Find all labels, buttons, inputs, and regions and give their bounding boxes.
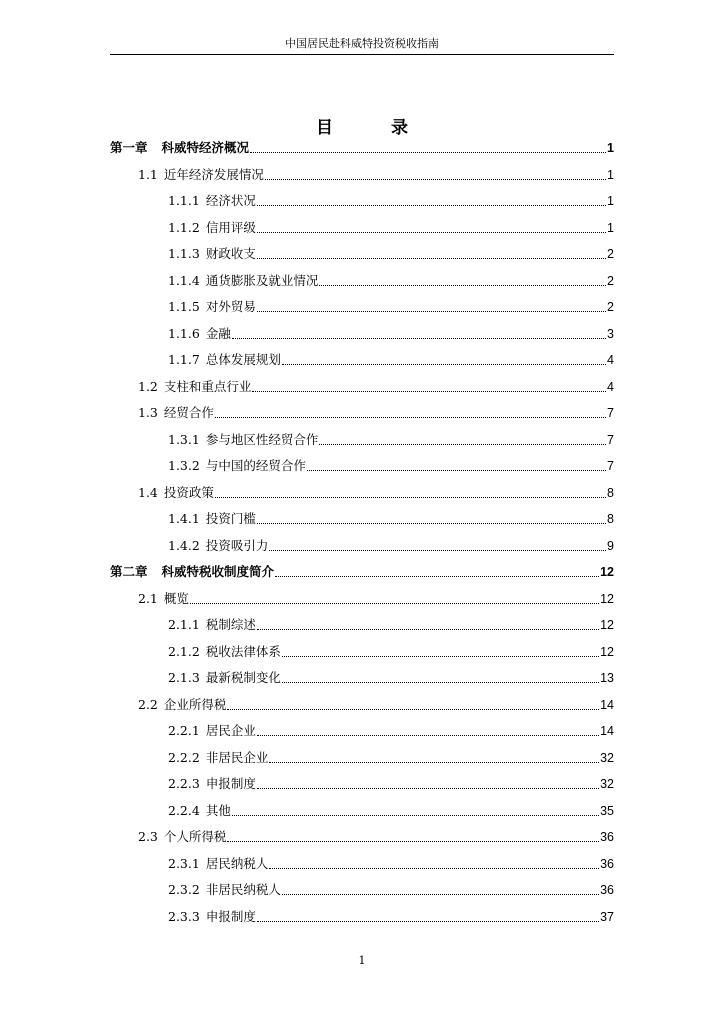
toc-entry-text: 总体发展规划 xyxy=(205,352,281,367)
toc-dot-leader xyxy=(269,538,606,554)
toc-entry-text: 最新税制变化 xyxy=(205,670,281,685)
toc-entry-number: 第一章 xyxy=(110,140,148,155)
toc-entry-text: 个人所得税 xyxy=(163,829,227,844)
toc-entry-page: 1 xyxy=(607,167,614,182)
toc-entry-page: 3 xyxy=(607,326,614,341)
toc-entry-text: 申报制度 xyxy=(205,776,256,791)
toc-entry-text: 非居民企业 xyxy=(205,749,269,765)
toc-entry-text: 投资门槛 xyxy=(205,511,256,526)
toc-dot-leader xyxy=(215,485,606,501)
toc-entry-page: 37 xyxy=(600,909,614,924)
toc-entry-number: 1.1 xyxy=(138,166,158,182)
toc-entry-page: 14 xyxy=(600,724,614,738)
toc-entry-text: 参与地区性经贸合作 xyxy=(205,431,319,447)
toc-entry-text: 投资政策 xyxy=(163,484,214,500)
toc-entry-page: 12 xyxy=(600,565,614,579)
toc-entry-number: 1.1.3 xyxy=(168,246,200,261)
toc-entry-number: 2.3.2 xyxy=(168,882,200,897)
toc-dot-leader xyxy=(282,670,599,686)
toc-dot-leader xyxy=(269,750,599,766)
toc-entry-page: 4 xyxy=(607,379,614,394)
toc-entry[interactable] xyxy=(168,666,614,686)
toc-entry[interactable] xyxy=(168,772,614,792)
toc-entry-page: 12 xyxy=(600,591,614,606)
toc-dot-leader xyxy=(252,379,606,395)
toc-entry-number: 1.1.5 xyxy=(168,299,200,314)
toc-entry-text: 概览 xyxy=(163,590,189,606)
toc-dot-leader xyxy=(232,326,606,342)
header-title: 中国居民赴科威特投资税收指南 xyxy=(285,37,439,50)
toc-entry-number: 2.2.4 xyxy=(168,802,200,818)
toc-entry-page: 1 xyxy=(607,194,614,208)
toc-entry-number: 1.4.1 xyxy=(168,511,200,526)
toc-entry-number: 2.1.2 xyxy=(168,643,200,659)
toc-entry[interactable] xyxy=(168,719,614,739)
toc-entry-page: 1 xyxy=(607,220,614,235)
toc-entry-text: 申报制度 xyxy=(205,908,256,924)
toc-dot-leader xyxy=(257,246,606,262)
toc-entry[interactable] xyxy=(168,799,614,819)
toc-dot-leader xyxy=(319,432,606,448)
toc-entry[interactable] xyxy=(168,216,614,236)
toc-entry[interactable] xyxy=(168,534,614,554)
toc-entry-text: 投资吸引力 xyxy=(205,537,269,553)
toc-entry-page: 8 xyxy=(607,512,614,526)
toc-entry-number: 2.2.2 xyxy=(168,749,200,765)
toc-entry[interactable] xyxy=(168,348,614,368)
toc-entry-number: 1.1.6 xyxy=(168,325,200,341)
page-header xyxy=(110,34,614,55)
toc-dot-leader xyxy=(282,352,606,368)
toc-dot-leader xyxy=(215,405,606,421)
toc-entry[interactable] xyxy=(168,242,614,262)
toc-entry-page: 2 xyxy=(607,300,614,314)
toc-entry-number: 1.3.2 xyxy=(168,458,200,473)
toc-dot-leader xyxy=(232,803,599,819)
toc-entry[interactable] xyxy=(168,322,614,342)
toc-entry-page: 36 xyxy=(600,883,614,897)
toc-entry-page: 36 xyxy=(600,856,614,871)
toc-entry-page: 9 xyxy=(607,538,614,553)
toc-entry-number: 1.1.1 xyxy=(168,193,200,208)
toc-entry-number: 1.4.2 xyxy=(168,537,200,553)
toc-entry-text: 科威特经济概况 xyxy=(161,140,250,155)
toc-entry-text: 居民企业 xyxy=(205,723,256,738)
toc-entry-text: 非居民纳税人 xyxy=(205,882,281,897)
toc-dot-leader xyxy=(257,776,599,792)
toc-entry-number: 1.4 xyxy=(138,484,158,500)
toc-entry[interactable] xyxy=(168,269,614,289)
toc-entry-page: 32 xyxy=(600,750,614,765)
toc-entry-text: 其他 xyxy=(205,802,231,818)
toc-entry[interactable] xyxy=(138,825,614,845)
toc-entry[interactable] xyxy=(138,481,614,501)
toc-entry-text: 经贸合作 xyxy=(163,405,214,420)
toc-dot-leader xyxy=(227,829,599,845)
toc-dot-leader xyxy=(275,564,599,580)
toc-entry[interactable] xyxy=(138,401,614,421)
toc-entry-text: 金融 xyxy=(205,325,231,341)
toc-entry[interactable] xyxy=(168,746,614,766)
toc-entry-number: 1.3.1 xyxy=(168,431,200,447)
toc-entry-number: 2.2 xyxy=(138,696,158,712)
toc-dot-leader xyxy=(269,856,599,872)
toc-entry[interactable] xyxy=(168,428,614,448)
toc-entry-page: 35 xyxy=(600,803,614,818)
toc-entry[interactable] xyxy=(138,693,614,713)
toc-dot-leader xyxy=(257,909,599,925)
toc-entry-number: 2.2.1 xyxy=(168,723,200,738)
toc-entry[interactable] xyxy=(168,878,614,898)
toc-entry[interactable] xyxy=(168,295,614,315)
toc-entry-number: 1.2 xyxy=(138,378,158,394)
toc-entry-page: 36 xyxy=(600,830,614,844)
toc-entry-page: 7 xyxy=(607,432,614,447)
toc-entry-number: 2.3.1 xyxy=(168,855,200,871)
toc-dot-leader xyxy=(257,511,606,527)
toc-entry-page: 32 xyxy=(600,777,614,791)
toc-entry[interactable] xyxy=(168,613,614,633)
toc-entry-text: 通货膨胀及就业情况 xyxy=(205,272,319,288)
toc-entry-number: 2.1.3 xyxy=(168,670,200,685)
toc-entry[interactable] xyxy=(138,375,614,395)
toc-entry-number: 第二章 xyxy=(110,564,148,579)
toc-entry-page: 2 xyxy=(607,273,614,288)
toc-entry[interactable] xyxy=(168,454,614,474)
toc-entry-number: 2.1 xyxy=(138,590,158,606)
toc-entry-page: 2 xyxy=(607,247,614,261)
toc-entry-page: 7 xyxy=(607,459,614,473)
toc-entry[interactable] xyxy=(110,136,614,156)
toc-entry-number: 2.3.3 xyxy=(168,908,200,924)
toc-entry-text: 企业所得税 xyxy=(163,696,227,712)
toc-entry-number: 2.3 xyxy=(138,829,158,844)
toc-entry-number: 1.3 xyxy=(138,405,158,420)
toc-entry-page: 4 xyxy=(607,353,614,367)
toc-entry-text: 税制综述 xyxy=(205,617,256,632)
toc-dot-leader xyxy=(282,882,599,898)
toc-dot-leader xyxy=(282,644,599,660)
toc-entry-number: 2.1.1 xyxy=(168,617,200,632)
toc-dot-leader xyxy=(257,617,599,633)
toc-dot-leader xyxy=(250,140,606,156)
toc-entry[interactable] xyxy=(138,163,614,183)
page-number: 1 xyxy=(358,954,366,967)
toc-dot-leader xyxy=(227,697,599,713)
toc-title: 目 录 xyxy=(316,118,434,138)
toc-entry-text: 近年经济发展情况 xyxy=(163,166,264,182)
toc-entry-text: 对外贸易 xyxy=(205,299,256,314)
toc-entry[interactable] xyxy=(168,905,614,925)
toc-dot-leader xyxy=(319,273,606,289)
toc-dot-leader xyxy=(307,458,606,474)
toc-entry-page: 1 xyxy=(607,141,614,155)
toc-entry[interactable] xyxy=(168,640,614,660)
toc-entry-page: 7 xyxy=(607,406,614,420)
toc-entry-text: 经济状况 xyxy=(205,193,256,208)
toc-entry-number: 2.2.3 xyxy=(168,776,200,791)
toc-entry-text: 信用评级 xyxy=(205,219,256,235)
toc-entry-number: 1.1.4 xyxy=(168,272,200,288)
toc-entry-text: 与中国的经贸合作 xyxy=(205,458,306,473)
toc-entry-text: 支柱和重点行业 xyxy=(163,378,252,394)
toc-dot-leader xyxy=(257,220,606,236)
toc-entry-page: 13 xyxy=(600,671,614,685)
toc-dot-leader xyxy=(190,591,599,607)
toc-entry[interactable] xyxy=(138,587,614,607)
toc-entry-page: 12 xyxy=(600,618,614,632)
toc-entry-text: 税收法律体系 xyxy=(205,643,281,659)
toc-dot-leader xyxy=(257,193,606,209)
toc-dot-leader xyxy=(257,299,606,315)
toc-entry[interactable] xyxy=(110,560,614,580)
toc-entry-number: 1.1.7 xyxy=(168,352,200,367)
toc-entry-page: 8 xyxy=(607,485,614,500)
toc-entry-text: 居民纳税人 xyxy=(205,855,269,871)
toc-dot-leader xyxy=(257,723,599,739)
toc-entry-number: 1.1.2 xyxy=(168,219,200,235)
toc-entry-page: 14 xyxy=(600,697,614,712)
toc-entry[interactable] xyxy=(168,507,614,527)
toc-entry[interactable] xyxy=(168,852,614,872)
toc-entry-page: 12 xyxy=(600,644,614,659)
toc-entry-text: 科威特税收制度简介 xyxy=(161,564,275,579)
toc-entry-text: 财政收支 xyxy=(205,246,256,261)
toc-dot-leader xyxy=(265,167,606,183)
toc-entry[interactable] xyxy=(168,189,614,209)
